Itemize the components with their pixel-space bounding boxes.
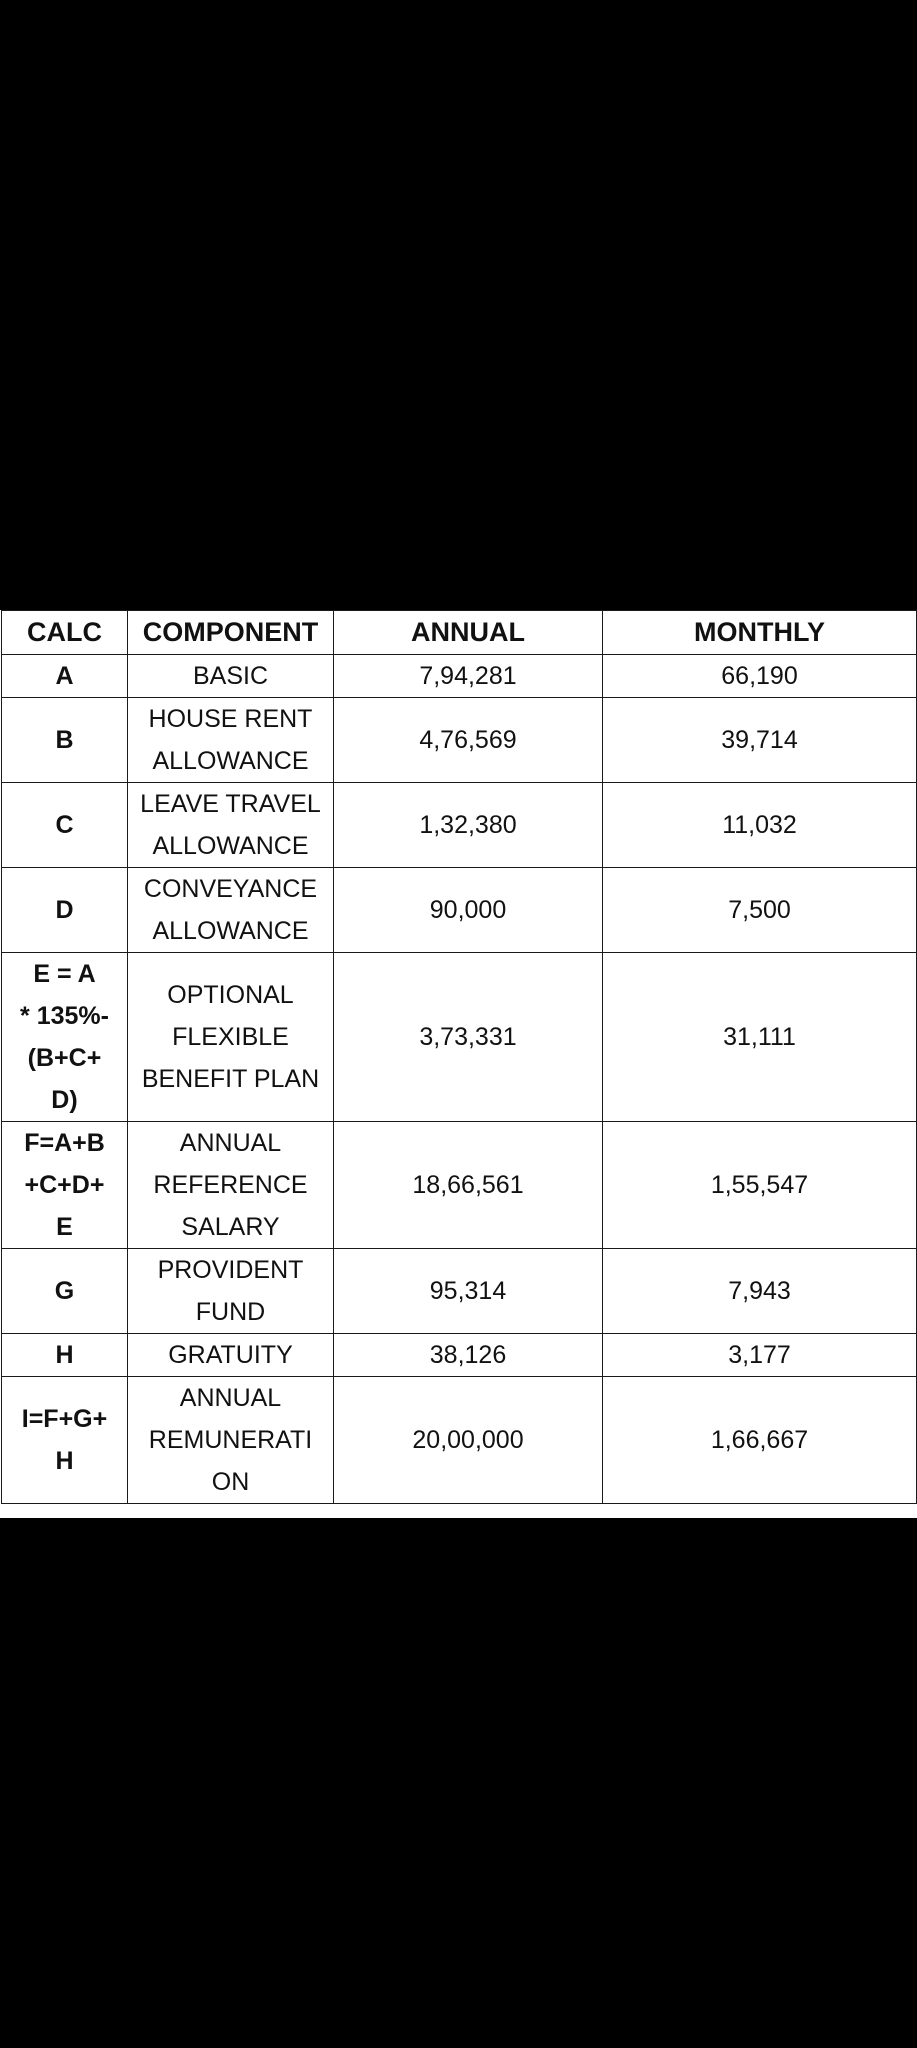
annual-cell: 90,000 [334,868,603,953]
calc-cell-line: H [55,1447,74,1475]
table-row [2,1249,917,1334]
component-cell [128,953,334,1122]
component-cell [128,1334,334,1377]
annual-cell: 7,94,281 [334,655,603,698]
calc-cell-line: +C+D+ [24,1171,105,1199]
component-cell [128,1122,334,1249]
header-monthly: MONTHLY [603,611,917,655]
calc-cell-line: C [55,811,74,839]
calc-cell-line: D [55,896,74,924]
monthly-cell: 39,714 [603,698,917,783]
component-cell-line: OPTIONAL [167,981,294,1009]
component-cell-line: HOUSE RENT [148,705,313,733]
monthly-cell: 31,111 [603,953,917,1122]
calc-cell-line: * 135%- [20,1002,109,1030]
component-cell-line: ALLOWANCE [152,832,309,860]
calc-cell [2,1122,128,1249]
component-cell-line: ANNUAL [179,1129,282,1157]
component-cell [128,1249,334,1334]
calc-cell [2,1377,128,1504]
spreadsheet-image [0,610,917,1518]
component-cell-line: GRATUITY [168,1341,293,1369]
calc-cell-line: I=F+G+ [21,1405,108,1433]
monthly-cell: 1,55,547 [603,1122,917,1249]
annual-cell: 95,314 [334,1249,603,1334]
calc-cell-line: A [55,662,74,690]
calc-cell-line: (B+C+ [27,1044,102,1072]
monthly-cell: 66,190 [603,655,917,698]
table-row [2,868,917,953]
component-cell-line: REMUNERATI [148,1426,313,1454]
table-row [2,1377,917,1504]
component-cell-line: LEAVE TRAVEL [140,790,321,818]
component-cell [128,655,334,698]
header-calc: CALC [2,611,128,655]
monthly-cell: 1,66,667 [603,1377,917,1504]
calc-cell [2,868,128,953]
annual-cell: 20,00,000 [334,1377,603,1504]
component-cell-line: CONVEYANCE [143,875,318,903]
annual-cell: 1,32,380 [334,783,603,868]
monthly-cell: 11,032 [603,783,917,868]
table-body [2,655,917,1504]
monthly-cell: 3,177 [603,1334,917,1377]
table-row [2,953,917,1122]
annual-cell: 18,66,561 [334,1122,603,1249]
component-cell [128,868,334,953]
calc-cell-line: B [55,726,74,754]
component-cell-line: ON [211,1468,250,1496]
monthly-cell: 7,943 [603,1249,917,1334]
header-annual: ANNUAL [334,611,603,655]
calc-cell [2,1249,128,1334]
calc-cell [2,1334,128,1377]
calc-cell-line: F=A+B [24,1129,105,1157]
calc-cell-line: E [56,1213,73,1241]
component-cell-line: ANNUAL [179,1384,282,1412]
calc-cell [2,655,128,698]
salary-table [1,610,917,1504]
component-cell-line: FUND [195,1298,266,1326]
component-cell-line: REFERENCE [153,1171,308,1199]
calc-cell [2,783,128,868]
table-row [2,783,917,868]
table-row [2,1334,917,1377]
component-cell-line: ALLOWANCE [152,747,309,775]
component-cell-line: FLEXIBLE [172,1023,289,1051]
component-cell [128,783,334,868]
component-cell-line: PROVIDENT [157,1256,304,1284]
component-cell-line: BENEFIT PLAN [141,1065,320,1093]
calc-cell [2,698,128,783]
calc-cell [2,953,128,1122]
component-cell [128,1377,334,1504]
monthly-cell: 7,500 [603,868,917,953]
component-cell-line: ALLOWANCE [152,917,309,945]
component-cell-line: SALARY [181,1213,280,1241]
calc-cell-line: E = A [33,960,96,988]
component-cell-line: BASIC [192,662,269,690]
table-row [2,698,917,783]
annual-cell: 3,73,331 [334,953,603,1122]
annual-cell: 38,126 [334,1334,603,1377]
calc-cell-line: G [54,1277,75,1305]
header-row [2,611,917,655]
calc-cell-line: H [55,1341,74,1369]
table-row [2,1122,917,1249]
header-component: COMPONENT [128,611,334,655]
annual-cell: 4,76,569 [334,698,603,783]
table-row [2,655,917,698]
component-cell [128,698,334,783]
calc-cell-line: D) [51,1086,78,1114]
